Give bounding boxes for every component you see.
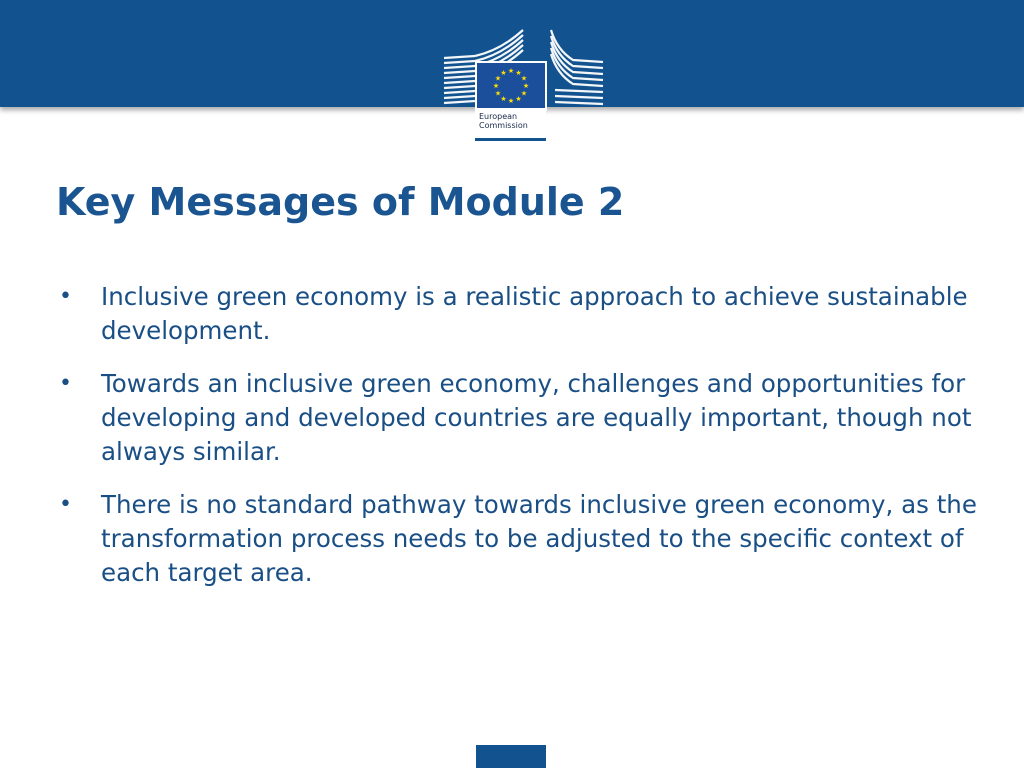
svg-text:★: ★ <box>500 95 507 103</box>
bullet-dot-icon: • <box>59 371 72 396</box>
slide-title: Key Messages of Module 2 <box>56 180 625 224</box>
bullet-item <box>56 280 1006 348</box>
bullet-list <box>56 280 1006 609</box>
bullet-item <box>56 367 1006 469</box>
svg-text:★: ★ <box>492 82 500 90</box>
svg-text:★: ★ <box>507 97 515 105</box>
logo-label <box>475 108 546 141</box>
bullet-text: Inclusive green economy is a realistic approach to achieve sustainable development. <box>101 282 968 345</box>
bullet-item <box>56 488 1006 590</box>
bullet-dot-icon: • <box>59 284 72 309</box>
bullet-dot-icon: • <box>59 492 72 517</box>
bullet-text: There is no standard pathway towards inclusive green economy, as the transformation process needs to be adjusted to the specific context of each target area. <box>101 490 977 587</box>
svg-text:★: ★ <box>515 95 522 103</box>
svg-text:★: ★ <box>500 69 507 77</box>
svg-text:★: ★ <box>507 67 515 75</box>
logo-label-line2: Commission <box>479 121 528 130</box>
logo-label-line1: European <box>479 112 518 121</box>
svg-text:★: ★ <box>494 89 502 98</box>
svg-text:★: ★ <box>494 74 502 83</box>
svg-text:★: ★ <box>522 82 530 90</box>
svg-text:★: ★ <box>515 69 522 77</box>
footer-tab <box>476 745 546 768</box>
svg-text:★: ★ <box>520 74 528 83</box>
svg-text:★: ★ <box>520 89 528 98</box>
bullet-text: Towards an inclusive green economy, challenges and opportunities for developing and developed countries are equally important, though not always similar. <box>101 369 972 466</box>
